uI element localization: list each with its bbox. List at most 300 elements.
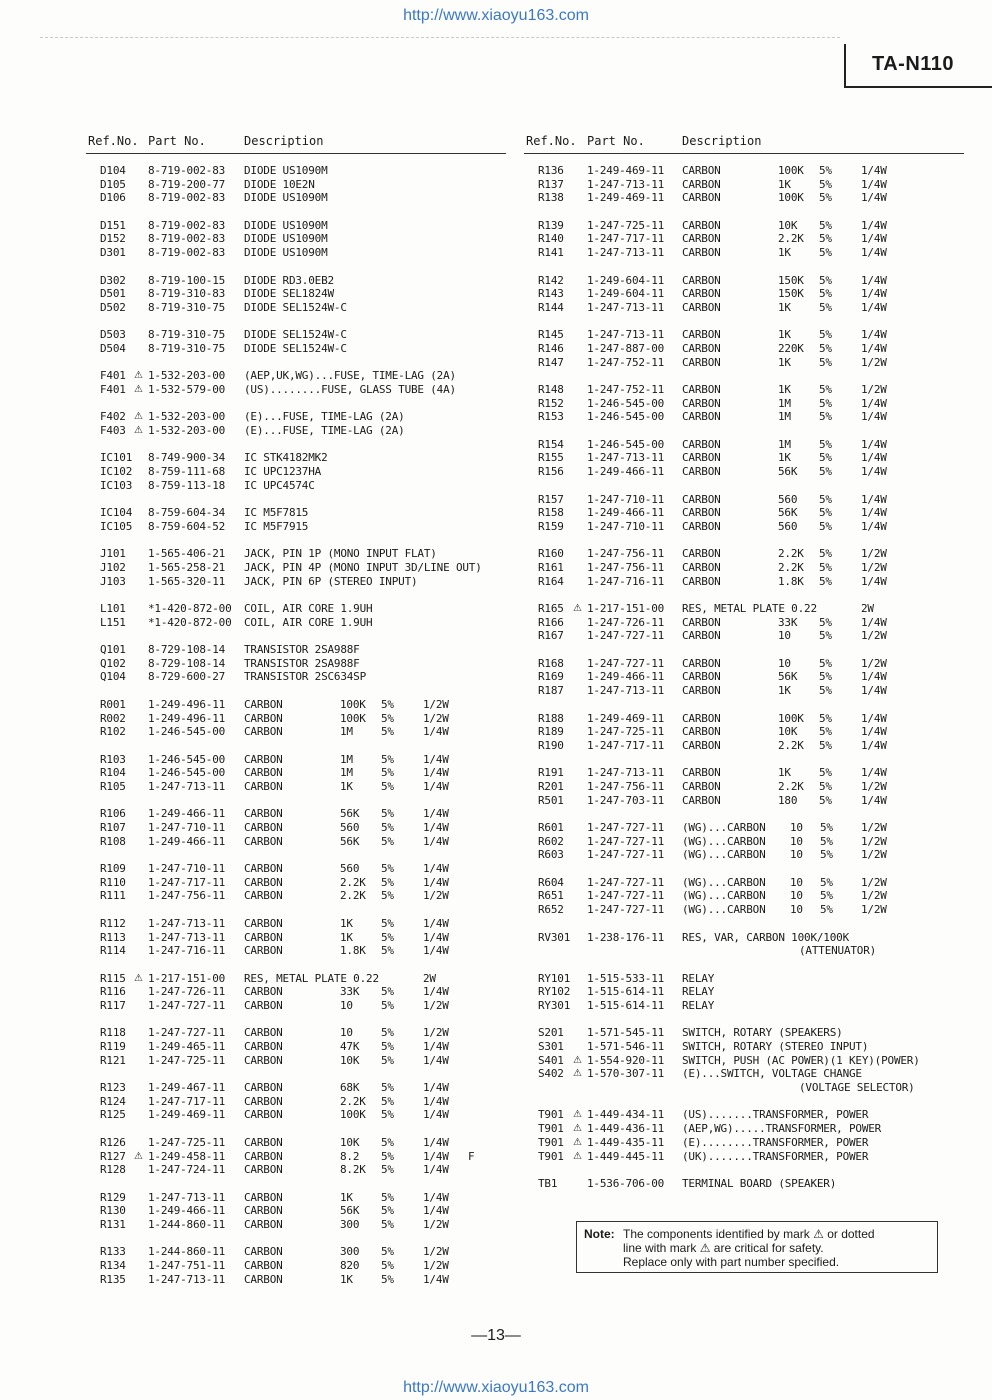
description: DIODE SEL1524W-C: [244, 341, 347, 355]
tolerance: 5%: [819, 670, 832, 684]
ref-no: R104: [100, 766, 126, 780]
part-no: 1-565-406-21: [148, 547, 226, 561]
ref-no: TB1: [538, 1176, 558, 1190]
parts-row: [86, 972, 506, 986]
ref-no: R113: [100, 930, 126, 944]
parts-row: [524, 493, 964, 507]
part-no: 1-249-604-11: [587, 287, 665, 301]
parts-row: [86, 1095, 506, 1109]
power-rating: 1/2W: [423, 1259, 449, 1272]
part-no: 1-249-466-11: [148, 807, 226, 821]
ref-no: D502: [100, 300, 126, 314]
value: 180: [778, 793, 798, 807]
description: DIODE 10E2N: [244, 177, 315, 191]
power-rating: 1/4W: [861, 738, 887, 752]
parts-row: [86, 698, 506, 712]
parts-row: [524, 821, 964, 835]
parts-row: [86, 835, 506, 849]
power-rating: 1/4W: [423, 1272, 449, 1286]
parts-row: [86, 725, 506, 739]
warning-triangle-icon: ⚠: [573, 1068, 582, 1080]
parts-row: [86, 1259, 506, 1273]
value: 56K: [340, 807, 360, 821]
part-no: 1-565-258-21: [148, 560, 226, 574]
part-no: 1-247-717-11: [587, 738, 665, 752]
ref-no: R159: [538, 519, 564, 533]
part-no: 1-249-466-11: [587, 465, 665, 479]
ref-no: S401: [538, 1053, 564, 1067]
part-no: 1-244-860-11: [148, 1245, 226, 1259]
description: CARBON: [244, 1081, 283, 1095]
part-no: 1-247-725-11: [587, 725, 665, 739]
value: 56K: [340, 1204, 360, 1218]
description: CARBON: [682, 410, 721, 424]
parts-row: [86, 1040, 506, 1054]
tolerance: 5%: [819, 232, 832, 246]
tolerance: 5%: [819, 341, 832, 355]
part-no: 1-247-716-11: [587, 574, 665, 588]
part-no: 1-247-713-11: [148, 930, 226, 944]
parts-row: [86, 780, 506, 794]
value: 10: [778, 629, 791, 643]
value: 1K: [778, 451, 791, 465]
value: 2.2K: [340, 1094, 366, 1108]
description: CARBON: [244, 944, 283, 958]
ref-no: D504: [100, 341, 126, 355]
part-no: 1-247-713-11: [148, 916, 226, 930]
description: CARBON: [244, 1217, 283, 1231]
description: CARBON: [682, 615, 721, 629]
tolerance: 5%: [381, 1040, 394, 1053]
ref-no: D501: [100, 287, 126, 301]
parts-row: [524, 1040, 964, 1054]
description: CARBON: [682, 492, 721, 506]
ref-no: R110: [100, 875, 126, 889]
part-no: 1-449-445-11: [587, 1149, 665, 1163]
part-no: 1-249-604-11: [587, 273, 665, 287]
part-no: 1-246-545-00: [148, 725, 226, 739]
ref-no: J102: [100, 560, 126, 574]
part-no: 8-719-310-75: [148, 341, 226, 355]
part-no: 1-249-469-11: [587, 191, 665, 205]
description: CARBON: [682, 164, 721, 177]
description: CARBON: [682, 684, 721, 698]
column-header: [524, 131, 964, 154]
value: 1K: [778, 766, 791, 780]
parts-row: [86, 369, 506, 383]
part-no: 1-247-703-11: [587, 793, 665, 807]
parts-row: [86, 383, 506, 397]
part-no: 1-247-752-11: [587, 383, 665, 396]
tolerance: 5%: [819, 574, 832, 588]
tolerance: 5%: [381, 697, 394, 711]
tolerance: 5%: [381, 1081, 394, 1095]
description: CARBON: [244, 930, 283, 944]
part-no: 8-729-108-14: [148, 643, 226, 657]
warning-triangle-icon: ⚠: [134, 425, 143, 437]
part-no: 8-759-113-18: [148, 478, 226, 492]
ref-no: F402: [100, 410, 126, 424]
value: 10: [790, 834, 803, 848]
parts-row: [524, 520, 964, 534]
value: 1M: [778, 410, 791, 424]
parts-row: [524, 985, 964, 999]
parts-row: [86, 274, 506, 288]
value: 68K: [340, 1081, 360, 1095]
description: CARBON: [244, 1149, 283, 1163]
value: 300: [340, 1217, 360, 1231]
warning-triangle-icon: ⚠: [573, 1136, 582, 1148]
power-rating: 1/2W: [861, 821, 887, 834]
tolerance: 5%: [820, 903, 833, 917]
ref-no: F401: [100, 383, 126, 396]
description: (WG)...CARBON: [682, 821, 766, 834]
tolerance: 5%: [820, 821, 833, 834]
part-no: 1-249-469-11: [587, 711, 665, 725]
description: CARBON: [682, 560, 721, 574]
description: DIODE RD3.0EB2: [244, 273, 334, 287]
ref-no: R188: [538, 711, 564, 725]
power-rating: 1/4W: [423, 807, 449, 821]
part-no: 1-247-727-11: [587, 903, 665, 917]
tolerance: 5%: [381, 1135, 394, 1149]
ref-no: J101: [100, 547, 126, 561]
parts-row: [86, 342, 506, 356]
description: CARBON: [244, 697, 283, 711]
ref-no: R142: [538, 273, 564, 287]
part-no: 1-247-756-11: [587, 560, 665, 574]
value: 1M: [778, 396, 791, 410]
tolerance: 5%: [819, 738, 832, 752]
parts-row: [524, 944, 964, 958]
warning-triangle-icon: ⚠: [134, 384, 143, 395]
parts-row: [86, 999, 506, 1013]
tolerance: 5%: [381, 1245, 394, 1259]
part-no: 8-759-604-34: [148, 506, 226, 520]
ref-no: IC105: [100, 519, 133, 533]
parts-row: [86, 1136, 506, 1150]
ref-no: R152: [538, 396, 564, 410]
description: (E)........TRANSFORMER, POWER: [682, 1135, 869, 1149]
power-rating: 1/4W: [861, 766, 887, 780]
part-no: 1-247-756-11: [148, 889, 226, 903]
value: 8.2: [340, 1149, 360, 1163]
ref-no: R137: [538, 177, 564, 191]
description: TRANSISTOR 2SA988F: [244, 643, 360, 657]
value: 2.2K: [340, 875, 366, 889]
tolerance: 5%: [819, 451, 832, 465]
power-rating: 1/4W: [861, 328, 887, 342]
parts-row: [86, 1081, 506, 1095]
part-no: 1-244-860-11: [148, 1217, 226, 1231]
power-rating: 1/4W: [861, 300, 887, 314]
watermark-url-bottom: http://www.xiaoyu163.com: [403, 1379, 589, 1396]
description: CARBON: [244, 766, 283, 780]
ref-no: L151: [100, 615, 126, 629]
description: CARBON: [244, 1108, 283, 1122]
parts-row: [86, 246, 506, 260]
power-rating: 1/4W: [861, 711, 887, 725]
tolerance: 5%: [819, 656, 832, 670]
ref-no: IC101: [100, 451, 133, 465]
parts-row: [524, 301, 964, 315]
ref-no: R652: [538, 903, 564, 917]
description: CARBON: [682, 218, 721, 232]
ref-no: Q101: [100, 643, 126, 657]
ref-no: D152: [100, 232, 126, 246]
tolerance: 5%: [819, 684, 832, 698]
tolerance: 5%: [819, 273, 832, 287]
power-rating: 1/2W: [861, 355, 887, 369]
parts-row: [86, 232, 506, 246]
note-line-2: line with mark ⚠ are critical for safety.: [623, 1241, 824, 1255]
ref-no: R117: [100, 998, 126, 1012]
tolerance: 5%: [820, 848, 833, 862]
parts-row: [86, 889, 506, 903]
power-rating: 1/4W: [861, 273, 887, 287]
parts-row: [524, 397, 964, 411]
part-no: 1-536-706-00: [587, 1176, 665, 1190]
parts-row: [524, 1108, 964, 1122]
parts-row: [524, 602, 964, 616]
part-no: 8-759-111-68: [148, 465, 226, 479]
ref-no: R109: [100, 862, 126, 876]
power-rating: 1/4W: [861, 506, 887, 520]
description: CARBON: [682, 519, 721, 533]
part-no: 1-554-920-11: [587, 1053, 665, 1067]
ref-no: R160: [538, 547, 564, 561]
ref-no: R154: [538, 437, 564, 451]
part-no: 1-249-496-11: [148, 697, 226, 711]
value: 1K: [340, 930, 353, 944]
part-no: 1-246-545-00: [587, 396, 665, 410]
parts-row: [524, 725, 964, 739]
power-rating: 1/4W: [423, 1163, 449, 1177]
part-no: 1-449-434-11: [587, 1108, 665, 1122]
parts-row: [86, 575, 506, 589]
description: RELAY: [682, 985, 715, 999]
parts-row: [86, 862, 506, 876]
power-rating: 1/4W: [861, 246, 887, 260]
value: 1K: [778, 300, 791, 314]
power-rating: 1/4W: [861, 437, 887, 451]
description: CARBON: [244, 725, 283, 739]
description: CARBON: [244, 998, 283, 1012]
description: (WG)...CARBON: [682, 848, 766, 862]
power-rating: 1/2W: [861, 848, 887, 862]
part-no: 1-247-726-11: [148, 985, 226, 999]
part-no: 1-247-713-11: [587, 246, 665, 260]
description: CARBON: [244, 1053, 283, 1067]
value: 1K: [778, 383, 791, 396]
tolerance: 5%: [819, 164, 832, 177]
description: CARBON: [682, 437, 721, 451]
parts-row: [524, 575, 964, 589]
top-divider: [40, 37, 840, 38]
description: (UK).......TRANSFORMER, POWER: [682, 1149, 869, 1163]
tolerance: 5%: [819, 328, 832, 342]
description: CARBON: [682, 396, 721, 410]
part-no: 1-247-727-11: [148, 998, 226, 1012]
power-rating: 1/4W: [423, 1190, 449, 1204]
parts-row: [86, 1218, 506, 1232]
parts-row: [524, 670, 964, 684]
part-no: 1-532-203-00: [148, 424, 226, 438]
part-no: 1-249-496-11: [148, 711, 226, 725]
tolerance: 5%: [819, 218, 832, 232]
value: 100K: [340, 1108, 366, 1122]
description: CARBON: [682, 725, 721, 739]
parts-row: [86, 985, 506, 999]
value: 1K: [778, 355, 791, 369]
value: 10: [790, 889, 803, 903]
power-rating: 1/2W: [861, 834, 887, 848]
parts-row: [86, 944, 506, 958]
part-no: 8-719-310-75: [148, 300, 226, 314]
description: CARBON: [682, 465, 721, 479]
ref-no: R201: [538, 779, 564, 793]
power-rating: 1/4W: [861, 164, 887, 177]
description: CARBON: [244, 1040, 283, 1053]
part-no: 1-565-320-11: [148, 574, 226, 588]
part-no: 1-247-727-11: [587, 875, 665, 889]
ref-no: Q104: [100, 670, 126, 684]
ref-no: R111: [100, 889, 126, 903]
part-no: 1-249-469-11: [148, 1108, 226, 1122]
parts-row: [86, 821, 506, 835]
tolerance: 5%: [381, 1204, 394, 1218]
parts-row: [86, 1150, 506, 1164]
description: CARBON: [682, 629, 721, 643]
value: 100K: [340, 697, 366, 711]
ref-no: R189: [538, 725, 564, 739]
power-rating: 1/2W: [423, 1026, 449, 1040]
value: 150K: [778, 273, 804, 287]
ref-no: IC104: [100, 506, 133, 520]
description: (E)...FUSE, TIME-LAG (2A): [244, 410, 405, 424]
parts-row: [86, 191, 506, 205]
parts-row: [524, 1054, 964, 1068]
parts-list-right: [524, 164, 964, 1191]
tolerance: 5%: [381, 862, 394, 876]
description: DIODE US1090M: [244, 232, 328, 246]
value: 2.2K: [778, 547, 804, 561]
power-rating: 1/4W: [861, 410, 887, 424]
part-no: 1-571-545-11: [587, 1026, 665, 1040]
ref-no: R191: [538, 766, 564, 780]
tolerance: 5%: [381, 930, 394, 944]
part-no: 8-719-002-83: [148, 246, 226, 260]
tolerance: 5%: [381, 1272, 394, 1286]
power-rating: 1/4W: [861, 670, 887, 684]
parts-row: [524, 1177, 964, 1191]
description: CARBON: [244, 862, 283, 876]
part-no: 1-217-151-00: [587, 602, 665, 615]
header-part: Part No.: [587, 134, 645, 148]
tolerance: 5%: [820, 875, 833, 889]
power-rating: 1/4W: [423, 1094, 449, 1108]
parts-row: [524, 848, 964, 862]
parts-row: [86, 670, 506, 684]
parts-list-left: [86, 164, 506, 1286]
ref-no: R141: [538, 246, 564, 260]
ref-no: R127: [100, 1149, 126, 1163]
power-rating: 1/4W: [861, 177, 887, 191]
model-number: TA-N110: [872, 53, 955, 75]
value: 1K: [340, 1272, 353, 1286]
warning-triangle-icon: ⚠: [134, 972, 143, 984]
tolerance: 5%: [819, 437, 832, 451]
parts-row: [524, 739, 964, 753]
parts-row: [524, 451, 964, 465]
value: 1K: [340, 1190, 353, 1204]
description: SWITCH, PUSH (AC POWER)(1 KEY)(POWER): [682, 1053, 920, 1067]
ref-no: D106: [100, 191, 126, 205]
ref-no: R601: [538, 821, 564, 834]
parts-row: [524, 383, 964, 397]
part-no: 8-719-002-83: [148, 218, 226, 232]
part-no: 1-247-710-11: [148, 821, 226, 834]
parts-row: [524, 274, 964, 288]
parts-row: [524, 972, 964, 986]
ref-no: R147: [538, 355, 564, 369]
power-rating: 1/4W: [861, 492, 887, 506]
warning-triangle-icon: ⚠: [573, 1150, 582, 1162]
description: CARBON: [682, 670, 721, 684]
description: CARBON: [244, 821, 283, 834]
power-rating: 1/4W: [423, 766, 449, 780]
tolerance: 5%: [819, 492, 832, 506]
warning-triangle-icon: ⚠: [134, 1150, 143, 1162]
power-rating: 1/2W: [423, 711, 449, 725]
value: 1.8K: [778, 574, 804, 588]
ref-no: R145: [538, 328, 564, 342]
ref-no: R167: [538, 629, 564, 643]
description: (E)...FUSE, TIME-LAG (2A): [244, 424, 405, 438]
ref-no: R114: [100, 944, 126, 958]
part-no: 8-719-310-75: [148, 328, 226, 342]
ref-no: D302: [100, 273, 126, 287]
description: CARBON: [244, 711, 283, 725]
description: (AEP,WG).....TRANSFORMER, POWER: [682, 1122, 882, 1136]
description: CARBON: [682, 793, 721, 807]
description: CARBON: [244, 1163, 283, 1177]
tolerance: 5%: [819, 465, 832, 479]
part-no: 1-249-466-11: [587, 506, 665, 520]
description: (E)...SWITCH, VOLTAGE CHANGE: [682, 1067, 862, 1081]
ref-no: R651: [538, 889, 564, 903]
tolerance: 5%: [381, 1217, 394, 1231]
value: 33K: [340, 985, 360, 999]
parts-row: [86, 1273, 506, 1287]
safety-note: [576, 1221, 938, 1273]
power-rating: 1/4W: [423, 1053, 449, 1067]
warning-triangle-icon: ⚠: [134, 411, 143, 423]
ref-no: T901: [538, 1149, 564, 1163]
part-no: 1-515-533-11: [587, 971, 665, 985]
value: 10: [790, 875, 803, 889]
parts-row: [86, 479, 506, 493]
description: CARBON: [682, 273, 721, 287]
description: CARBON: [244, 1272, 283, 1286]
description: (WG)...CARBON: [682, 903, 766, 917]
ref-no: R128: [100, 1163, 126, 1177]
description: (WG)...CARBON: [682, 875, 766, 889]
description: CARBON: [682, 451, 721, 465]
ref-no: R140: [538, 232, 564, 246]
parts-row: [524, 889, 964, 903]
part-no: 1-247-713-11: [587, 766, 665, 780]
